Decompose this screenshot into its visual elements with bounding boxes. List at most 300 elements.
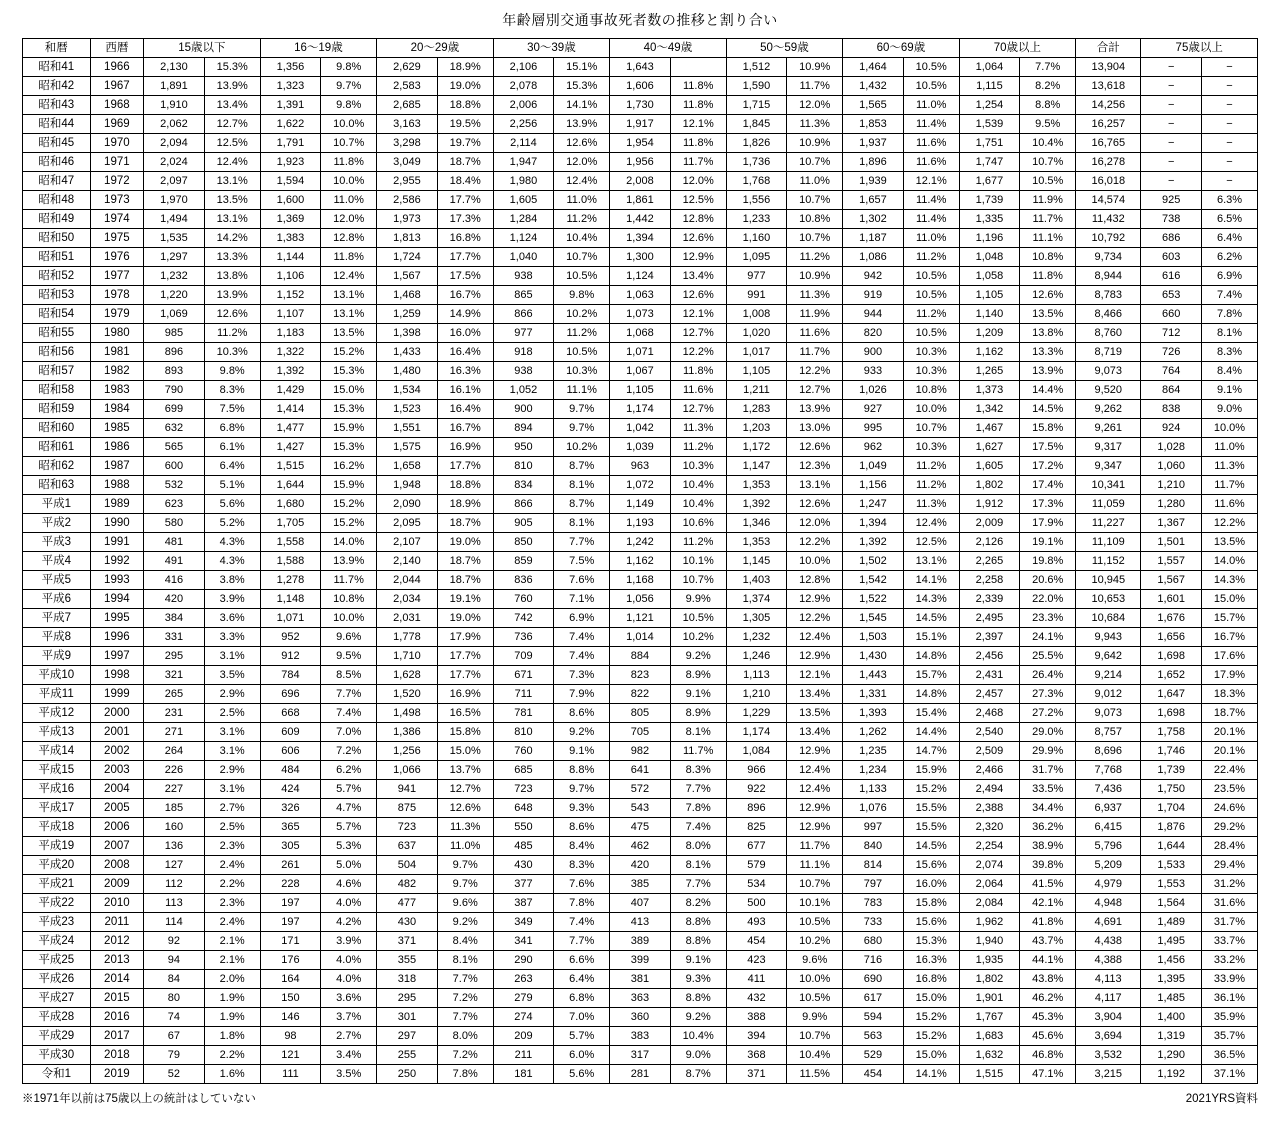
cell-count: 919 (843, 286, 904, 305)
cell-count: 1,066 (377, 761, 438, 780)
cell-percent: 15.5% (903, 818, 959, 837)
table-row (23, 153, 1258, 172)
cell-percent: 15.2% (903, 1027, 959, 1046)
cell-count: 326 (260, 799, 321, 818)
cell-count: 1,220 (144, 286, 205, 305)
cell-count: 1,427 (260, 438, 321, 457)
cell-percent: 11.7% (670, 153, 726, 172)
cell-percent: 12.6% (1020, 286, 1076, 305)
cell-count: 2,955 (377, 172, 438, 191)
cell-count: 1,232 (144, 267, 205, 286)
header-group-3: 30〜39歳 (493, 39, 610, 58)
cell-percent: 13.7% (437, 761, 493, 780)
cell-total: 4,438 (1076, 932, 1141, 951)
cell-percent: 14.1% (554, 96, 610, 115)
cell-percent: 9.9% (787, 1008, 843, 1027)
cell-count: 565 (144, 438, 205, 457)
cell-percent: 5.3% (321, 837, 377, 856)
cell-percent: 34.4% (1020, 799, 1076, 818)
cell-era: 平成8 (23, 628, 91, 647)
cell-count: 80 (144, 989, 205, 1008)
cell-over75-percent: 29.2% (1201, 818, 1257, 837)
cell-count: 991 (726, 286, 787, 305)
cell-percent: 19.7% (437, 134, 493, 153)
cell-count: 1,680 (260, 495, 321, 514)
cell-percent: 10.0% (787, 552, 843, 571)
cell-count: 1,095 (726, 248, 787, 267)
cell-count: 176 (260, 951, 321, 970)
cell-percent: 18.7% (437, 571, 493, 590)
header-group-7: 70歳以上 (959, 39, 1076, 58)
cell-percent: 11.2% (903, 457, 959, 476)
cell-count: 1,392 (843, 533, 904, 552)
cell-percent: 16.3% (437, 362, 493, 381)
cell-percent: 8.3% (670, 761, 726, 780)
table-row (23, 685, 1258, 704)
cell-count: 1,026 (843, 381, 904, 400)
cell-count: 1,539 (959, 115, 1020, 134)
cell-percent: 22.0% (1020, 590, 1076, 609)
cell-count: 760 (493, 742, 554, 761)
cell-percent: 11.0% (903, 96, 959, 115)
cell-count: 317 (610, 1046, 671, 1065)
cell-percent: 18.7% (437, 153, 493, 172)
cell-percent: 14.1% (903, 571, 959, 590)
cell-total: 10,945 (1076, 571, 1141, 590)
cell-over75-count: 1,489 (1141, 913, 1202, 932)
cell-era: 昭和58 (23, 381, 91, 400)
cell-year: 1990 (90, 514, 144, 533)
cell-era: 平成16 (23, 780, 91, 799)
cell-percent: 10.3% (903, 343, 959, 362)
cell-count: 550 (493, 818, 554, 837)
cell-year: 2003 (90, 761, 144, 780)
cell-year: 2016 (90, 1008, 144, 1027)
cell-count: 1,565 (843, 96, 904, 115)
cell-percent: 9.7% (554, 780, 610, 799)
cell-percent: 10.8% (787, 210, 843, 229)
cell-count: 716 (843, 951, 904, 970)
table-row (23, 799, 1258, 818)
cell-year: 2008 (90, 856, 144, 875)
cell-count: 1,107 (260, 305, 321, 324)
cell-count: 484 (260, 761, 321, 780)
cell-count: 1,443 (843, 666, 904, 685)
cell-era: 平成15 (23, 761, 91, 780)
cell-percent: 15.2% (321, 514, 377, 533)
cell-percent: 12.3% (787, 457, 843, 476)
cell-percent: 3.6% (204, 609, 260, 628)
cell-percent: 7.0% (554, 1008, 610, 1027)
cell-count: 685 (493, 761, 554, 780)
cell-count: 1,391 (260, 96, 321, 115)
cell-count: 1,739 (959, 191, 1020, 210)
cell-percent: 10.7% (787, 191, 843, 210)
cell-count: 279 (493, 989, 554, 1008)
cell-over75-percent: − (1201, 153, 1257, 172)
cell-era: 平成25 (23, 951, 91, 970)
cell-year: 1966 (90, 58, 144, 77)
cell-over75-percent: 33.9% (1201, 970, 1257, 989)
cell-count: 866 (493, 495, 554, 514)
cell-total: 5,209 (1076, 856, 1141, 875)
cell-percent: 2.7% (204, 799, 260, 818)
cell-over75-percent: 9.1% (1201, 381, 1257, 400)
cell-percent: 11.4% (903, 115, 959, 134)
cell-percent: 12.5% (670, 191, 726, 210)
cell-count: 572 (610, 780, 671, 799)
cell-count: 295 (377, 989, 438, 1008)
cell-count: 2,254 (959, 837, 1020, 856)
cell-count: 1,052 (493, 381, 554, 400)
cell-count: 1,433 (377, 343, 438, 362)
cell-total: 16,765 (1076, 134, 1141, 153)
cell-percent: 2.4% (204, 913, 260, 932)
cell-percent: 9.6% (437, 894, 493, 913)
cell-percent: 7.8% (437, 1065, 493, 1084)
cell-percent: 10.5% (903, 286, 959, 305)
cell-total: 10,341 (1076, 476, 1141, 495)
cell-count: 1,162 (610, 552, 671, 571)
cell-count: 226 (144, 761, 205, 780)
cell-total: 9,642 (1076, 647, 1141, 666)
cell-count: 1,477 (260, 419, 321, 438)
cell-count: 112 (144, 875, 205, 894)
cell-era: 昭和60 (23, 419, 91, 438)
cell-over75-percent: 9.0% (1201, 400, 1257, 419)
table-row (23, 210, 1258, 229)
cell-percent: 10.0% (321, 609, 377, 628)
cell-count: 1,067 (610, 362, 671, 381)
cell-percent: 9.1% (670, 951, 726, 970)
cell-count: 136 (144, 837, 205, 856)
cell-count: 1,259 (377, 305, 438, 324)
cell-percent: 27.2% (1020, 704, 1076, 723)
cell-count: 1,910 (144, 96, 205, 115)
cell-over75-percent: 29.4% (1201, 856, 1257, 875)
cell-count: 1,632 (959, 1046, 1020, 1065)
cell-count: 963 (610, 457, 671, 476)
cell-percent: 10.5% (554, 343, 610, 362)
cell-percent: 7.8% (670, 799, 726, 818)
cell-percent: 12.6% (204, 305, 260, 324)
cell-count: 1,262 (843, 723, 904, 742)
cell-total: 7,436 (1076, 780, 1141, 799)
cell-over75-percent: 20.1% (1201, 723, 1257, 742)
cell-over75-count: 1,290 (1141, 1046, 1202, 1065)
cell-percent: 7.2% (437, 989, 493, 1008)
cell-count: 1,174 (610, 400, 671, 419)
cell-percent: 10.5% (670, 609, 726, 628)
cell-percent: 12.4% (787, 761, 843, 780)
cell-percent: 9.5% (1020, 115, 1076, 134)
cell-percent: 11.2% (554, 210, 610, 229)
cell-percent: 7.6% (554, 571, 610, 590)
table-row (23, 77, 1258, 96)
cell-count: 250 (377, 1065, 438, 1084)
cell-percent: 13.5% (1020, 305, 1076, 324)
cell-year: 2007 (90, 837, 144, 856)
cell-over75-percent: 36.5% (1201, 1046, 1257, 1065)
cell-count: 1,017 (726, 343, 787, 362)
cell-count: 368 (726, 1046, 787, 1065)
cell-count: 784 (260, 666, 321, 685)
cell-percent: 7.4% (554, 913, 610, 932)
cell-percent: 8.1% (554, 514, 610, 533)
cell-era: 昭和51 (23, 248, 91, 267)
cell-count: 2,044 (377, 571, 438, 590)
cell-percent: 6.9% (554, 609, 610, 628)
cell-percent: 11.3% (437, 818, 493, 837)
cell-percent: 8.0% (670, 837, 726, 856)
cell-percent: 6.8% (554, 989, 610, 1008)
cell-count: 905 (493, 514, 554, 533)
cell-era: 平成27 (23, 989, 91, 1008)
cell-era: 平成13 (23, 723, 91, 742)
cell-total: 10,684 (1076, 609, 1141, 628)
cell-count: 760 (493, 590, 554, 609)
cell-count: 1,113 (726, 666, 787, 685)
cell-era: 昭和42 (23, 77, 91, 96)
cell-count: 1,494 (144, 210, 205, 229)
cell-year: 1999 (90, 685, 144, 704)
cell-count: 825 (726, 818, 787, 837)
cell-count: 609 (260, 723, 321, 742)
cell-era: 平成12 (23, 704, 91, 723)
cell-count: 1,210 (726, 685, 787, 704)
cell-percent: 44.1% (1020, 951, 1076, 970)
cell-count: 504 (377, 856, 438, 875)
cell-era: 昭和57 (23, 362, 91, 381)
cell-count: 1,149 (610, 495, 671, 514)
cell-percent: 13.9% (1020, 362, 1076, 381)
cell-percent: 18.9% (437, 58, 493, 77)
cell-count: 1,373 (959, 381, 1020, 400)
cell-percent: 11.0% (437, 837, 493, 856)
cell-percent: 10.6% (670, 514, 726, 533)
cell-count: 2,339 (959, 590, 1020, 609)
cell-percent: 16.8% (903, 970, 959, 989)
cell-percent: 15.3% (321, 400, 377, 419)
cell-over75-percent: − (1201, 134, 1257, 153)
table-row (23, 362, 1258, 381)
cell-over75-percent: 17.6% (1201, 647, 1257, 666)
cell-count: 301 (377, 1008, 438, 1027)
cell-count: 1,683 (959, 1027, 1020, 1046)
cell-count: 462 (610, 837, 671, 856)
cell-count: 1,302 (843, 210, 904, 229)
cell-over75-count: 1,739 (1141, 761, 1202, 780)
cell-era: 昭和43 (23, 96, 91, 115)
cell-percent: 15.9% (321, 476, 377, 495)
cell-percent: 14.3% (903, 590, 959, 609)
cell-count: 2,074 (959, 856, 1020, 875)
cell-count: 1,845 (726, 115, 787, 134)
cell-count: 1,144 (260, 248, 321, 267)
cell-percent: 9.6% (787, 951, 843, 970)
cell-percent: 11.7% (1020, 210, 1076, 229)
cell-over75-count: 1,533 (1141, 856, 1202, 875)
cell-percent: 9.1% (670, 685, 726, 704)
cell-percent: 12.8% (670, 210, 726, 229)
cell-count: 1,203 (726, 419, 787, 438)
cell-percent: 45.6% (1020, 1027, 1076, 1046)
cell-count: 1,542 (843, 571, 904, 590)
cell-over75-count: 1,750 (1141, 780, 1202, 799)
cell-count: 671 (493, 666, 554, 685)
cell-count: 1,392 (726, 495, 787, 514)
cell-percent: 31.7% (1020, 761, 1076, 780)
cell-over75-percent: 16.7% (1201, 628, 1257, 647)
cell-year: 1998 (90, 666, 144, 685)
cell-percent: 8.6% (554, 818, 610, 837)
cell-count: 1,710 (377, 647, 438, 666)
cell-total: 8,719 (1076, 343, 1141, 362)
cell-percent: 36.2% (1020, 818, 1076, 837)
cell-total: 11,059 (1076, 495, 1141, 514)
cell-total: 6,937 (1076, 799, 1141, 818)
cell-over75-percent: 12.2% (1201, 514, 1257, 533)
cell-count: 411 (726, 970, 787, 989)
cell-percent: 10.3% (903, 438, 959, 457)
cell-count: 500 (726, 894, 787, 913)
cell-count: 850 (493, 533, 554, 552)
cell-count: 1,133 (843, 780, 904, 799)
cell-year: 2018 (90, 1046, 144, 1065)
cell-year: 2011 (90, 913, 144, 932)
cell-percent: 13.1% (321, 305, 377, 324)
cell-percent: 19.0% (437, 533, 493, 552)
cell-count: 810 (493, 723, 554, 742)
cell-count: 113 (144, 894, 205, 913)
cell-era: 平成19 (23, 837, 91, 856)
cell-count: 261 (260, 856, 321, 875)
cell-count: 893 (144, 362, 205, 381)
cell-over75-count: 712 (1141, 324, 1202, 343)
cell-count: 1,247 (843, 495, 904, 514)
cell-percent: 17.9% (437, 628, 493, 647)
cell-percent: 9.2% (437, 913, 493, 932)
cell-percent: 3.5% (321, 1065, 377, 1084)
cell-percent: 7.7% (1020, 58, 1076, 77)
cell-percent: 2.1% (204, 951, 260, 970)
cell-count: 1,940 (959, 932, 1020, 951)
cell-count: 271 (144, 723, 205, 742)
cell-percent: 17.9% (1020, 514, 1076, 533)
cell-over75-percent: 11.7% (1201, 476, 1257, 495)
cell-over75-percent: 15.7% (1201, 609, 1257, 628)
cell-percent: 14.7% (903, 742, 959, 761)
cell-over75-percent: 36.1% (1201, 989, 1257, 1008)
cell-count: 111 (260, 1065, 321, 1084)
cell-percent: 13.1% (787, 476, 843, 495)
cell-count: 1,545 (843, 609, 904, 628)
cell-count: 966 (726, 761, 787, 780)
table-row (23, 400, 1258, 419)
cell-count: 263 (493, 970, 554, 989)
cell-count: 1,715 (726, 96, 787, 115)
cell-count: 1,008 (726, 305, 787, 324)
cell-percent: 4.3% (204, 533, 260, 552)
cell-count: 1,802 (959, 476, 1020, 495)
cell-count: 2,509 (959, 742, 1020, 761)
cell-over75-percent: 37.1% (1201, 1065, 1257, 1084)
cell-percent: 7.7% (321, 685, 377, 704)
cell-total: 9,012 (1076, 685, 1141, 704)
cell-count: 1,736 (726, 153, 787, 172)
cell-percent: 3.9% (204, 590, 260, 609)
cell-percent: 9.3% (554, 799, 610, 818)
cell-percent: 10.7% (787, 875, 843, 894)
cell-percent: 8.7% (554, 495, 610, 514)
cell-percent: 12.0% (321, 210, 377, 229)
cell-percent: 11.4% (903, 191, 959, 210)
cell-count: 2,008 (610, 172, 671, 191)
cell-count: 2,466 (959, 761, 1020, 780)
cell-count: 648 (493, 799, 554, 818)
cell-count: 781 (493, 704, 554, 723)
cell-percent: 2.7% (321, 1027, 377, 1046)
cell-percent: 8.8% (1020, 96, 1076, 115)
cell-count: 485 (493, 837, 554, 856)
cell-count: 2,126 (959, 533, 1020, 552)
cell-percent: 10.2% (554, 438, 610, 457)
cell-count: 1,148 (260, 590, 321, 609)
cell-percent: 12.4% (554, 172, 610, 191)
table-row (23, 286, 1258, 305)
cell-over75-count: 1,758 (1141, 723, 1202, 742)
cell-over75-count: 1,280 (1141, 495, 1202, 514)
cell-count: 1,677 (959, 172, 1020, 191)
cell-count: 1,323 (260, 77, 321, 96)
cell-percent: 15.0% (903, 1046, 959, 1065)
cell-total: 9,262 (1076, 400, 1141, 419)
cell-era: 昭和56 (23, 343, 91, 362)
cell-count: 834 (493, 476, 554, 495)
cell-percent: 9.9% (670, 590, 726, 609)
cell-over75-percent: 8.1% (1201, 324, 1257, 343)
cell-year: 1969 (90, 115, 144, 134)
cell-percent: 9.7% (437, 856, 493, 875)
cell-count: 1,523 (377, 400, 438, 419)
cell-count: 209 (493, 1027, 554, 1046)
cell-count: 2,034 (377, 590, 438, 609)
cell-percent: 9.2% (670, 647, 726, 666)
cell-total: 16,257 (1076, 115, 1141, 134)
cell-count: 1,246 (726, 647, 787, 666)
cell-percent: 16.9% (437, 438, 493, 457)
cell-count: 977 (726, 267, 787, 286)
cell-percent: 24.1% (1020, 628, 1076, 647)
cell-over75-count: 924 (1141, 419, 1202, 438)
cell-percent: 12.5% (903, 533, 959, 552)
cell-count: 1,901 (959, 989, 1020, 1008)
cell-count: 805 (610, 704, 671, 723)
cell-percent: 15.0% (903, 989, 959, 1008)
cell-percent: 8.6% (554, 704, 610, 723)
cell-percent: 39.8% (1020, 856, 1076, 875)
cell-count: 1,300 (610, 248, 671, 267)
cell-percent: 8.9% (670, 704, 726, 723)
cell-total: 8,757 (1076, 723, 1141, 742)
cell-over75-percent: 14.0% (1201, 552, 1257, 571)
cell-percent: 15.8% (1020, 419, 1076, 438)
cell-count: 432 (726, 989, 787, 1008)
cell-percent: 2.3% (204, 894, 260, 913)
cell-percent: 12.7% (437, 780, 493, 799)
table-row (23, 609, 1258, 628)
cell-percent: 7.7% (670, 780, 726, 799)
